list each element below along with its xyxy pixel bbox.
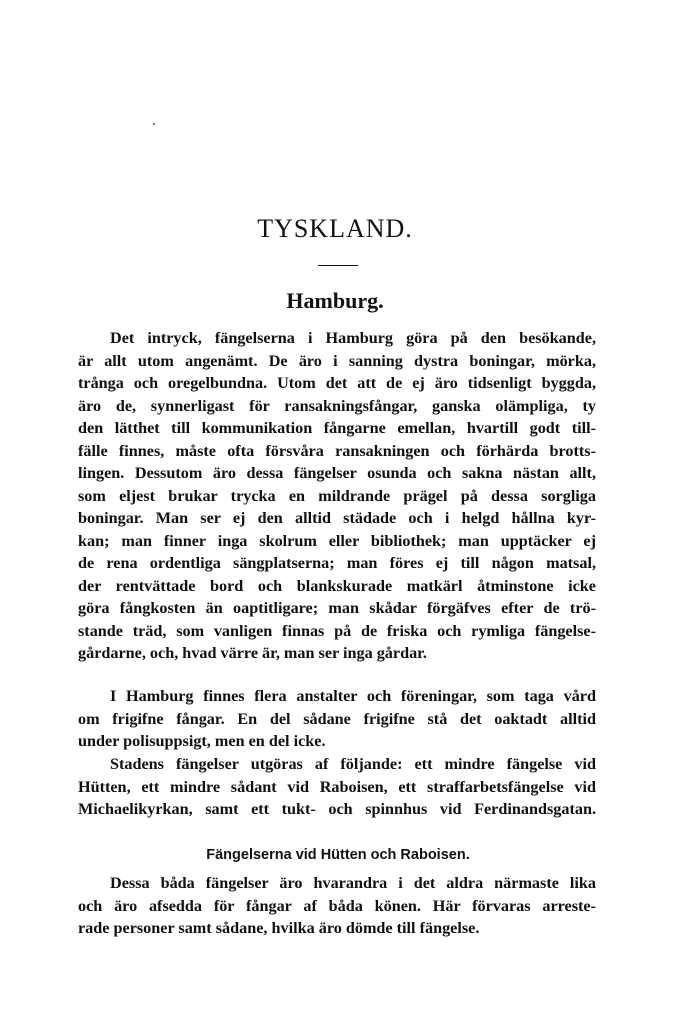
text-line: boningar. Man ser ej den alltid städade och i helgd hållna kyr- [78,509,596,527]
paragraph-1 [78,327,596,665]
text-line: göra fångkosten än oaptitligare; man skådar förgäfves efter de trö- [78,599,596,617]
text-line: fälle finnes, måste ofta försvåra ransakningen och förhärda brotts- [78,441,596,460]
text-line: Det intryck, fängelserna i Hamburg göra på den besökande, [110,329,596,347]
paragraph-2 [78,685,596,753]
text-line: rade personer samt sådane, hvilka äro dömde till fängelse. [78,919,480,937]
text-line: trånga och oregelbundna. Utom det att de ej äro tidsenligt byggda, [78,374,596,392]
text-line: kan; man finner inga skolrum eller bibliothek; man upptäcker ej [78,531,596,550]
text-line: lingen. Dessutom äro dessa fängelser osunda och sakna nästan allt, [78,464,596,482]
print-speck [153,123,155,125]
text-line: der rentvättade bord och blankskurade matkärl åtminstone icke [78,576,596,595]
subheading: Fängelserna vid Hütten och Raboisen. [206,847,470,863]
text-line: äro de, synnerligast för ransakningsfångar, ganska olämpliga, ty [78,396,596,415]
text-line: Hütten, ett mindre sådant vid Raboisen, ett straffarbetsfängelse vid [78,777,596,796]
title-divider [318,265,358,266]
text-line: under polisuppsigt, men en del icke. [78,732,326,750]
text-line: stande träd, som vanligen finnas på de friska och rymliga fängelse- [78,621,596,640]
text-line: den lätthet till kommunikation fångarne emellan, hvartill godt till- [78,419,596,437]
text-line: och äro afsedda för fångar af båda könen. Här förvaras arreste- [78,896,596,915]
text-line: som eljest brukar trycka en mildrande prägel på dessa sorgliga [78,486,596,505]
section-title: Hamburg. [286,288,384,313]
text-line: de rena ordentliga sängplatserna; man föres ej till någon matsal, [78,554,596,572]
text-line: gårdarne, och, hvad värre är, man ser inga gårdar. [78,644,427,662]
chapter-title: TYSKLAND. [257,214,413,243]
text-line: om frigifne fångar. En del sådane frigifne stå det oaktadt alltid [78,709,596,728]
paragraph-4 [78,872,596,940]
paragraph-3 [78,753,596,821]
text-line: Stadens fängelser utgöras af följande: ett mindre fängelse vid [110,755,596,773]
text-line: är allt utom angenämt. De äro i sanning dystra boningar, mörka, [78,351,596,370]
text-line: Dessa båda fängelser äro hvarandra i det aldra närmaste lika [110,874,596,892]
text-line: Michaelikyrkan, samt ett tukt- och spinnhus vid Ferdinandsgatan. [78,800,596,818]
text-line: I Hamburg finnes flera anstalter och föreningar, som taga vård [110,687,596,705]
